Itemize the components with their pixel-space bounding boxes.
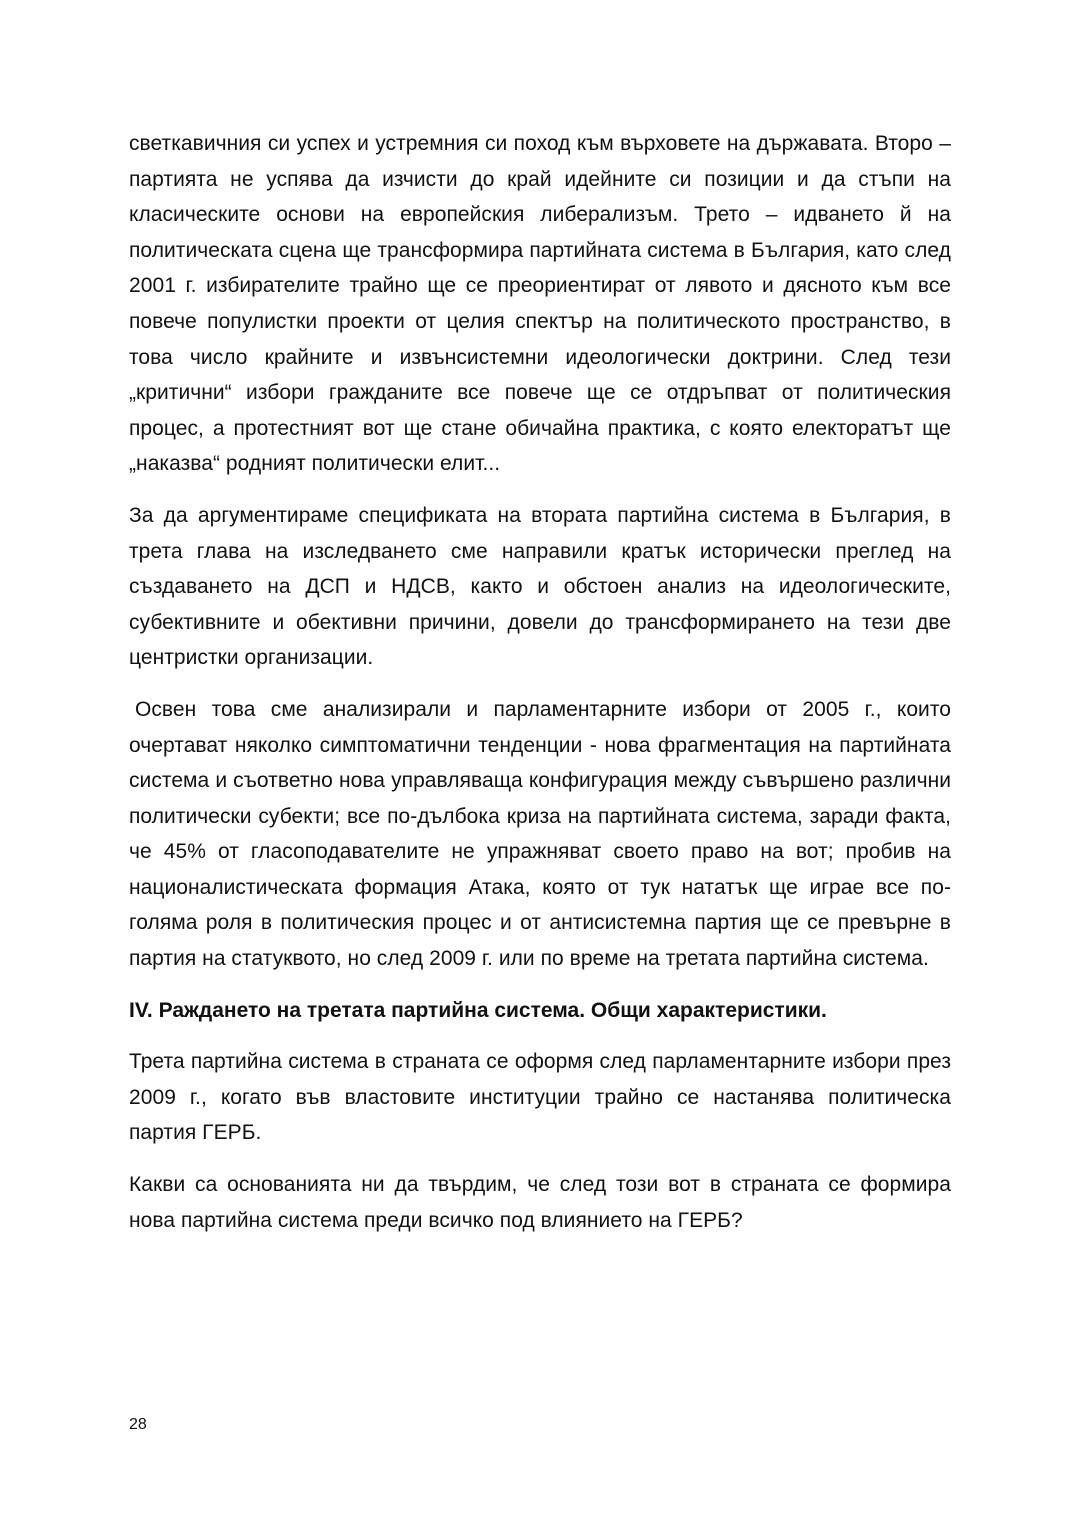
body-paragraph-1: светкавичния си успех и устремния си поход към върховете на държавата. Второ – партията не успява да изчисти до край идейните си позиции и да стъпи на класическите основи на европейския либерализъм. Трето – идването й на политическата сцена ще трансформира партийната система в България, като след 2001 г. избирателите трайно ще се преориентират от лявото и дясното към все повече популистки проекти от целия спектър на политическото пространство, в това число крайните и извънсистемни идеологически доктрини. След тези „критични“ избори гражданите все повече ще се отдръпват от политическия процес, а протестният вот ще стане обичайна практика, с която електоратът ще „наказва“ родният политически елит...: [129, 132, 951, 476]
section-heading: IV. Раждането на третата партийна система. Общи характеристики.: [129, 998, 827, 1022]
body-paragraph-2: За да аргументираме спецификата на втората партийна система в България, в трета глава на изследването сме направили кратък исторически преглед на създаването на ДСП и НДСВ, както и обстоен анализ на идеологическите, субективните и обективни причини, довели до трансформирането на тези две центристки организации.: [129, 503, 951, 670]
page-number: 28: [129, 1416, 147, 1433]
page-content: [129, 126, 951, 1254]
section-paragraph-1: Трета партийна система в страната се оформя след парламентарните избори през 2009 г., когато във властовите институции трайно се настанява политическа партия ГЕРБ.: [129, 1050, 951, 1145]
body-paragraph-3: Освен това сме анализирали и парламентарните избори от 2005 г., които очертават няколко симптоматични тенденции - нова фрагментация на партийната система и съответно нова управляваща конфигурация между съвършено различни политически субекти; все по-дълбока криза на партийната система, заради факта, че 45% от гласоподавателите не упражняват своето право на вот; пробив на националистическата формация Атака, която от тук нататък ще играе все по-голяма роля в политическия процес и от антисистемна партия ще се превърне в партия на статуквото, но след 2009 г. или по време на третата партийна система.: [129, 697, 951, 971]
section-paragraph-2: Какви са основанията ни да твърдим, че след този вот в страната се формира нова партийна система преди всичко под влиянието на ГЕРБ?: [129, 1173, 951, 1232]
